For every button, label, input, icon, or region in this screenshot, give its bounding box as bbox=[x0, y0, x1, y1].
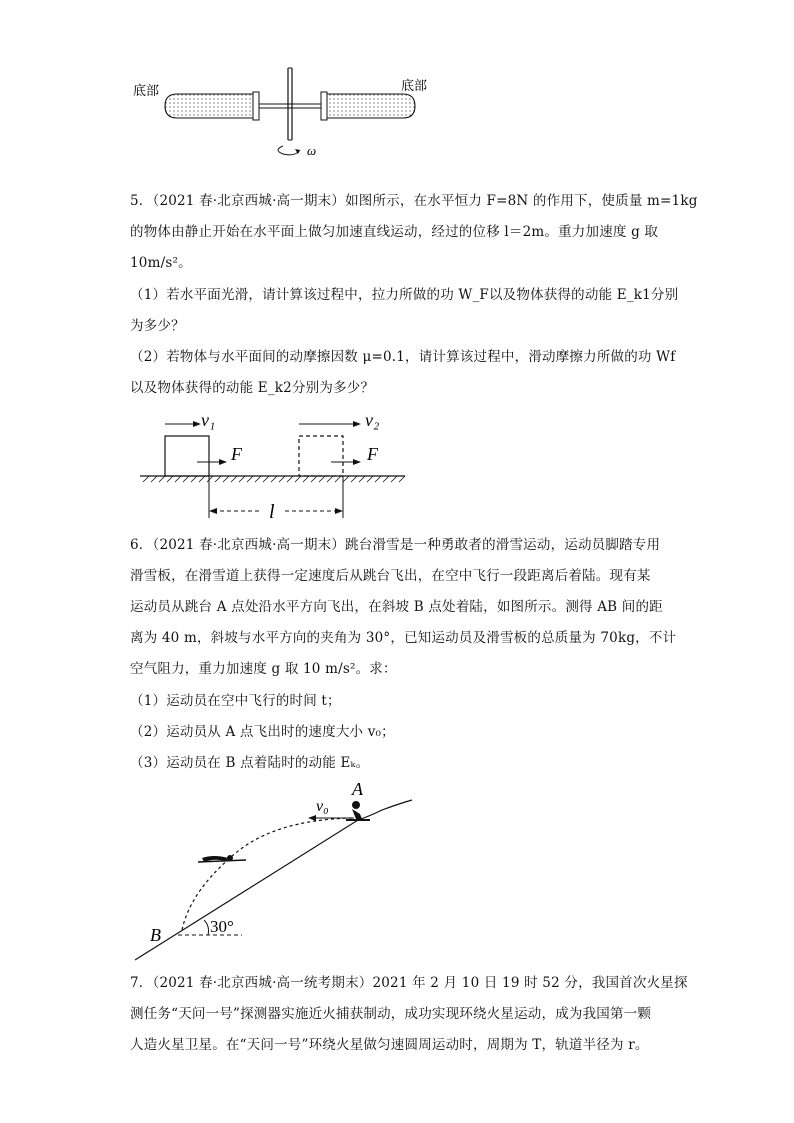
q5-line-2: 的物体由静止开始在水平面上做匀加速直线运动，经过的位移 l＝2m。重力加速度 g 取 bbox=[130, 224, 659, 240]
q6-line-5: 空气阻力，重力加速度 g 取 10 m/s²。求： bbox=[130, 661, 397, 677]
v0-label: v₀ bbox=[316, 798, 329, 815]
q5-line-1: 5．（2021 春·北京西城·高一期末）如图所示，在水平恒力 F=8N 的作用下，使质量 m=1kg bbox=[130, 193, 698, 209]
trajectory bbox=[182, 818, 352, 930]
block-start bbox=[165, 436, 209, 476]
q5-sub1-line-2: 为多少？ bbox=[130, 318, 185, 334]
q6-sub1: （1）运动员在空中飞行的时间 t； bbox=[130, 693, 341, 709]
f1-label: F bbox=[231, 444, 242, 464]
angle-label: 30° bbox=[210, 917, 234, 936]
q7-line-2: 测任务“天问一号”探测器实施近火捕获制动，成功实现环绕火星运动，成为我国第一颗 bbox=[130, 1006, 652, 1022]
right-tube bbox=[323, 94, 415, 118]
block-end bbox=[299, 436, 343, 476]
q5-line-3: 10m/s²。 bbox=[130, 255, 192, 271]
q6-line-1: 6．（2021 春·北京西城·高一期末）跳台滑雪是一种勇敢者的滑雪运动，运动员脚踏专用 bbox=[130, 537, 661, 553]
label-bottom-right: 底部 bbox=[401, 79, 428, 94]
ski-jump-figure bbox=[130, 778, 430, 968]
ground-hatch bbox=[143, 476, 405, 482]
omega-label: ω bbox=[307, 143, 317, 158]
block-motion-figure bbox=[135, 406, 415, 524]
q5-sub1-line-1: （1）若水平面光滑，请计算该过程中，拉力所做的功 W_F以及物体获得的动能 E_k1分别 bbox=[130, 287, 679, 303]
q6-sub3: （3）运动员在 B 点着陆时的动能 Eₖ。 bbox=[130, 755, 370, 771]
q7-line-1: 7．（2021 春·北京西城·高一统考期末）2021 年 2 月 10 日 19 时 52 分，我国首次火星探 bbox=[130, 975, 688, 991]
skier-in-flight bbox=[198, 855, 246, 862]
label-bottom-left: 底部 bbox=[133, 84, 160, 99]
q5-sub2-line-1: （2）若物体与水平面间的动摩擦因数 μ=0.1，请计算该过程中，滑动摩擦力所做的功 Wf bbox=[130, 349, 676, 365]
v1-label: v₁ bbox=[201, 410, 216, 430]
q6-line-2: 滑雪板，在滑雪道上获得一定速度后从跳台飞出，在空中飞行一段距离后着陆。现有某 bbox=[130, 568, 651, 584]
slope-line bbox=[135, 800, 412, 960]
b-label: B bbox=[150, 925, 161, 945]
q6-line-4: 离为 40 m，斜坡与水平方向的夹角为 30°，已知运动员及滑雪板的总质量为 70kg，不计 bbox=[130, 630, 677, 646]
rotating-tubes-figure bbox=[125, 62, 455, 172]
l-label: l bbox=[269, 501, 275, 523]
a-label: A bbox=[352, 779, 363, 799]
left-tube bbox=[165, 94, 257, 118]
q6-line-3: 运动员从跳台 A 点处沿水平方向飞出，在斜坡 B 点处着陆，如图所示。测得 AB 间的距 bbox=[130, 599, 663, 615]
q5-sub2-line-2: 以及物体获得的动能 E_k2分别为多少？ bbox=[130, 380, 375, 396]
q6-sub2: （2）运动员从 A 点飞出时的速度大小 v₀； bbox=[130, 724, 395, 740]
q7-line-3: 人造火星卫星。在“天问一号”环绕火星做匀速圆周运动时，周期为 T，轨道半径为 r。 bbox=[130, 1037, 649, 1053]
v2-label: v₂ bbox=[365, 410, 380, 430]
f2-label: F bbox=[367, 444, 378, 464]
